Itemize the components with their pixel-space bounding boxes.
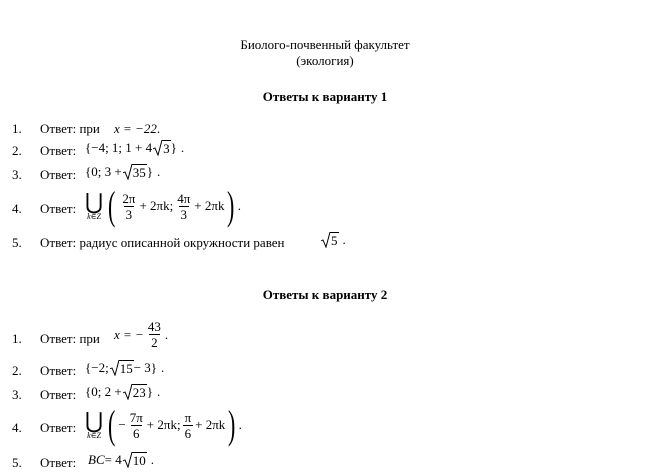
v2-item1-label: Ответ: при <box>40 331 100 346</box>
v2-item2-label: Ответ: <box>40 363 77 378</box>
sqrt-symbol: 15 <box>110 360 134 376</box>
v1-item3-number: 3. <box>12 167 22 182</box>
sqrt-symbol: 23 <box>123 384 147 400</box>
v2-item4-label: Ответ: <box>40 420 77 435</box>
sqrt-symbol: 3 <box>153 140 171 156</box>
v2-item3-label: Ответ: <box>40 387 77 402</box>
v1-item5-formula: 5 . <box>320 232 346 248</box>
sqrt-symbol: 5 <box>321 232 339 248</box>
union-symbol: ⋃ k∈Z <box>85 189 104 221</box>
v1-item1-number: 1. <box>12 121 22 136</box>
v2-item2-number: 2. <box>12 363 22 378</box>
v1-item5-label: Ответ: радиус описанной окружности равен <box>40 235 285 250</box>
v1-item2-formula: {−4; 1; 1 + 4 3 } . <box>85 140 185 156</box>
v2-item3-formula: {0; 2 + 23 } . <box>85 384 161 400</box>
v1-item5-number: 5. <box>12 235 22 250</box>
v1-item4-label: Ответ: <box>40 201 77 216</box>
v1-item2-number: 2. <box>12 143 22 158</box>
v1-item4-formula: ⋃ k∈Z ( $\frac{2\pi}{3}$ + 2πk; $\frac{4\pi}{3}$ + 2πk ) . <box>85 183 242 228</box>
v2-item1-number: 1. <box>12 331 22 346</box>
v2-item4-formula: ⋃ k∈Z ( − $\frac{7\pi}{6}$ + 2πk; $\frac{\pi}{6}$ + 2πk ) . <box>85 402 242 447</box>
variant1-title: Ответы к варианту 1 <box>262 89 388 104</box>
v2-item2-formula: {−2; 15 − 3} . <box>85 360 165 376</box>
faculty-subtitle: (экология) <box>296 53 354 68</box>
v1-item2-label: Ответ: <box>40 143 77 158</box>
variant2-title: Ответы к варианту 2 <box>262 287 388 302</box>
v2-item5-formula: BC = 4 10 . <box>88 452 154 468</box>
v2-item5-label: Ответ: <box>40 455 77 470</box>
v2-item3-number: 3. <box>12 387 22 402</box>
v2-item1-formula: x = − $\frac{43}{2}$ . <box>114 319 169 350</box>
sqrt-symbol: 10 <box>123 452 147 468</box>
v2-item5-number: 5. <box>12 455 22 470</box>
v1-item1-formula: x = −22 . <box>114 121 161 136</box>
sqrt-symbol: 35 <box>123 164 147 180</box>
v2-item4-number: 4. <box>12 420 22 435</box>
union-symbol: ⋃ k∈Z <box>85 408 104 440</box>
faculty-title: Биолого-почвенный факультет <box>240 37 410 52</box>
v1-item3-formula: {0; 3 + 35 } . <box>85 164 161 180</box>
v1-item1-label: Ответ: при <box>40 121 100 136</box>
v1-item4-number: 4. <box>12 201 22 216</box>
v1-item3-label: Ответ: <box>40 167 77 182</box>
